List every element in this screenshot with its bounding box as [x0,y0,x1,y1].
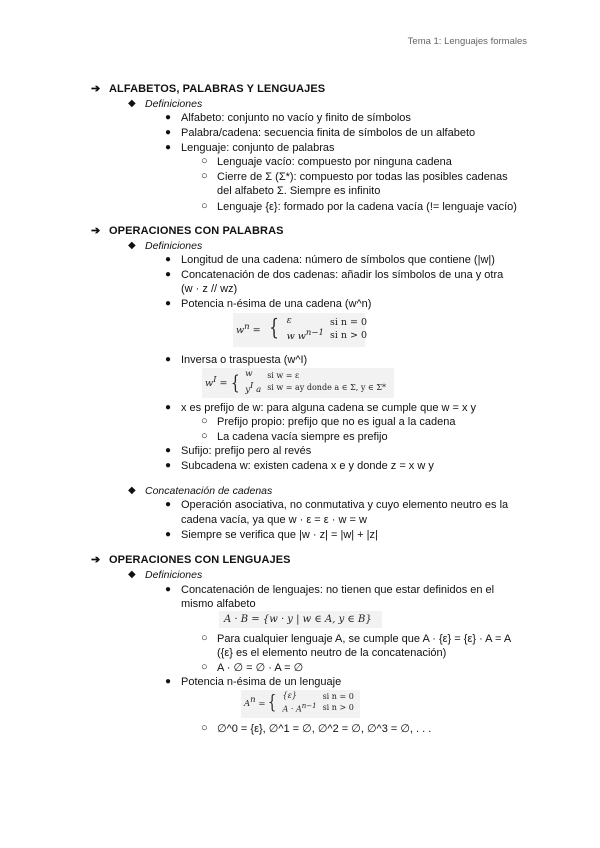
arrow-icon: ➔ [91,554,101,566]
list-item: ● Alfabeto: conjunto no vacío y finito de símbolos [165,112,411,124]
bullet-icon: ● [165,445,172,456]
sub-list-item: ○ ∅^0 = {ε}, ∅^1 = ∅, ∅^2 = ∅, ∅^3 = ∅, . . . [201,722,432,735]
bullet-icon: ● [165,142,172,153]
subheading-definiciones: ◆ Definiciones [128,569,203,581]
bullet-icon: ● [165,298,172,309]
formula-word-inverse: $w^I$ = { w $y^I$ a si w = ε si w = ay donde a ∈ Σ, y ∈ Σ* [202,368,394,398]
sub-list-item: ○ La cadena vacía siempre es prefijo [201,430,388,443]
bullet-icon: ● [165,127,172,138]
circle-icon: ○ [201,430,208,442]
bullet-icon: ● [165,499,172,510]
list-item: ● x es prefijo de w: para alguna cadena se cumple que w = x y [165,402,477,414]
list-item: ● Sufijo: prefijo pero al revés [165,445,312,457]
sub-list-item: ○ Para cualquier lenguaje A, se cumple que A · {ε} = {ε} · A = A [201,632,512,645]
circle-icon: ○ [201,415,208,427]
section-title-operaciones-palabras: ➔ OPERACIONES CON PALABRAS [91,225,284,237]
section-title-alfabetos: ➔ ALFABETOS, PALABRAS Y LENGUAJES [91,83,326,95]
formula-word-power: $w^n$ = { ε w $w^{n-1}$ si n = 0 si n > 0 [233,313,365,347]
list-item: ● Inversa o traspuesta (w^I) [165,354,308,366]
sub-list-item: ○ Cierre de Σ (Σ*): compuesto por todas las posibles cadenas [201,170,508,183]
diamond-icon: ◆ [128,98,136,109]
sub-list-item: ○ Lenguaje vacío: compuesto por ninguna cadena [201,155,452,168]
list-item: ● Lenguaje: conjunto de palabras [165,142,335,154]
circle-icon: ○ [201,200,208,212]
formula-language-power: $A^n$ = { {ε} $A \cdot A^{n-1}$ si n = 0 si n > 0 [241,690,360,718]
sub-list-item: ○ A · ∅ = ∅ · A = ∅ [201,661,304,674]
bullet-icon: ● [165,112,172,123]
bullet-icon: ● [165,460,172,471]
bullet-icon: ● [165,676,172,687]
list-item: ● Palabra/cadena: secuencia finita de símbolos de un alfabeto [165,127,476,139]
circle-icon: ○ [201,632,208,644]
list-item: ● Operación asociativa, no conmutativa y cuyo elemento neutro es la [165,499,509,511]
circle-icon: ○ [201,170,208,182]
bullet-icon: ● [165,402,172,413]
bullet-icon: ● [165,529,172,540]
section-title-operaciones-lenguajes: ➔ OPERACIONES CON LENGUAJES [91,554,291,566]
bullet-icon: ● [165,584,172,595]
sub-list-item-continuation: del alfabeto Σ. Siempre es infinito [217,185,381,197]
sub-list-item-continuation: ({ε} es el elemento neutro de la concatenación) [217,647,447,659]
subheading-definiciones: ◆ Definiciones [128,240,203,252]
list-item-continuation: mismo alfabeto [181,598,256,610]
sub-list-item: ○ Lenguaje {ε}: formado por la cadena vacía (!= lenguaje vacío) [201,200,517,213]
bullet-icon: ● [165,269,172,280]
diamond-icon: ◆ [128,240,136,251]
sub-list-item: ○ Prefijo propio: prefijo que no es igual a la cadena [201,415,456,428]
list-item-continuation: cadena vacía, ya que w · ε = ε · w = w [181,514,367,526]
list-item: ● Concatenación de dos cadenas: añadir los símbolos de una y otra [165,269,504,281]
bullet-icon: ● [165,254,172,265]
circle-icon: ○ [201,155,208,167]
page-header: Tema 1: Lenguajes formales [407,36,527,47]
diamond-icon: ◆ [128,569,136,580]
list-item: ● Concatenación de lenguajes: no tienen que estar definidos en el [165,584,495,596]
circle-icon: ○ [201,661,208,673]
subheading-definiciones: ◆ Definiciones [128,98,203,110]
bullet-icon: ● [165,354,172,365]
formula-language-concat: A · B = {w · y | w ∈ A, y ∈ B} [219,611,382,628]
list-item: ● Potencia n-ésima de una cadena (w^n) [165,298,372,310]
list-item: ● Siempre se verifica que |w · z| = |w| + |z| [165,529,378,541]
list-item: ● Longitud de una cadena: número de símbolos que contiene (|w|) [165,254,495,266]
list-item-continuation: (w · z // wz) [181,283,238,295]
diamond-icon: ◆ [128,485,136,496]
arrow-icon: ➔ [91,225,101,237]
list-item: ● Subcadena w: existen cadena x e y donde z = x w y [165,460,434,472]
list-item: ● Potencia n-ésima de un lenguaje [165,676,342,688]
subheading-concatenacion: ◆ Concatenación de cadenas [128,485,273,497]
circle-icon: ○ [201,722,208,734]
arrow-icon: ➔ [91,83,101,95]
